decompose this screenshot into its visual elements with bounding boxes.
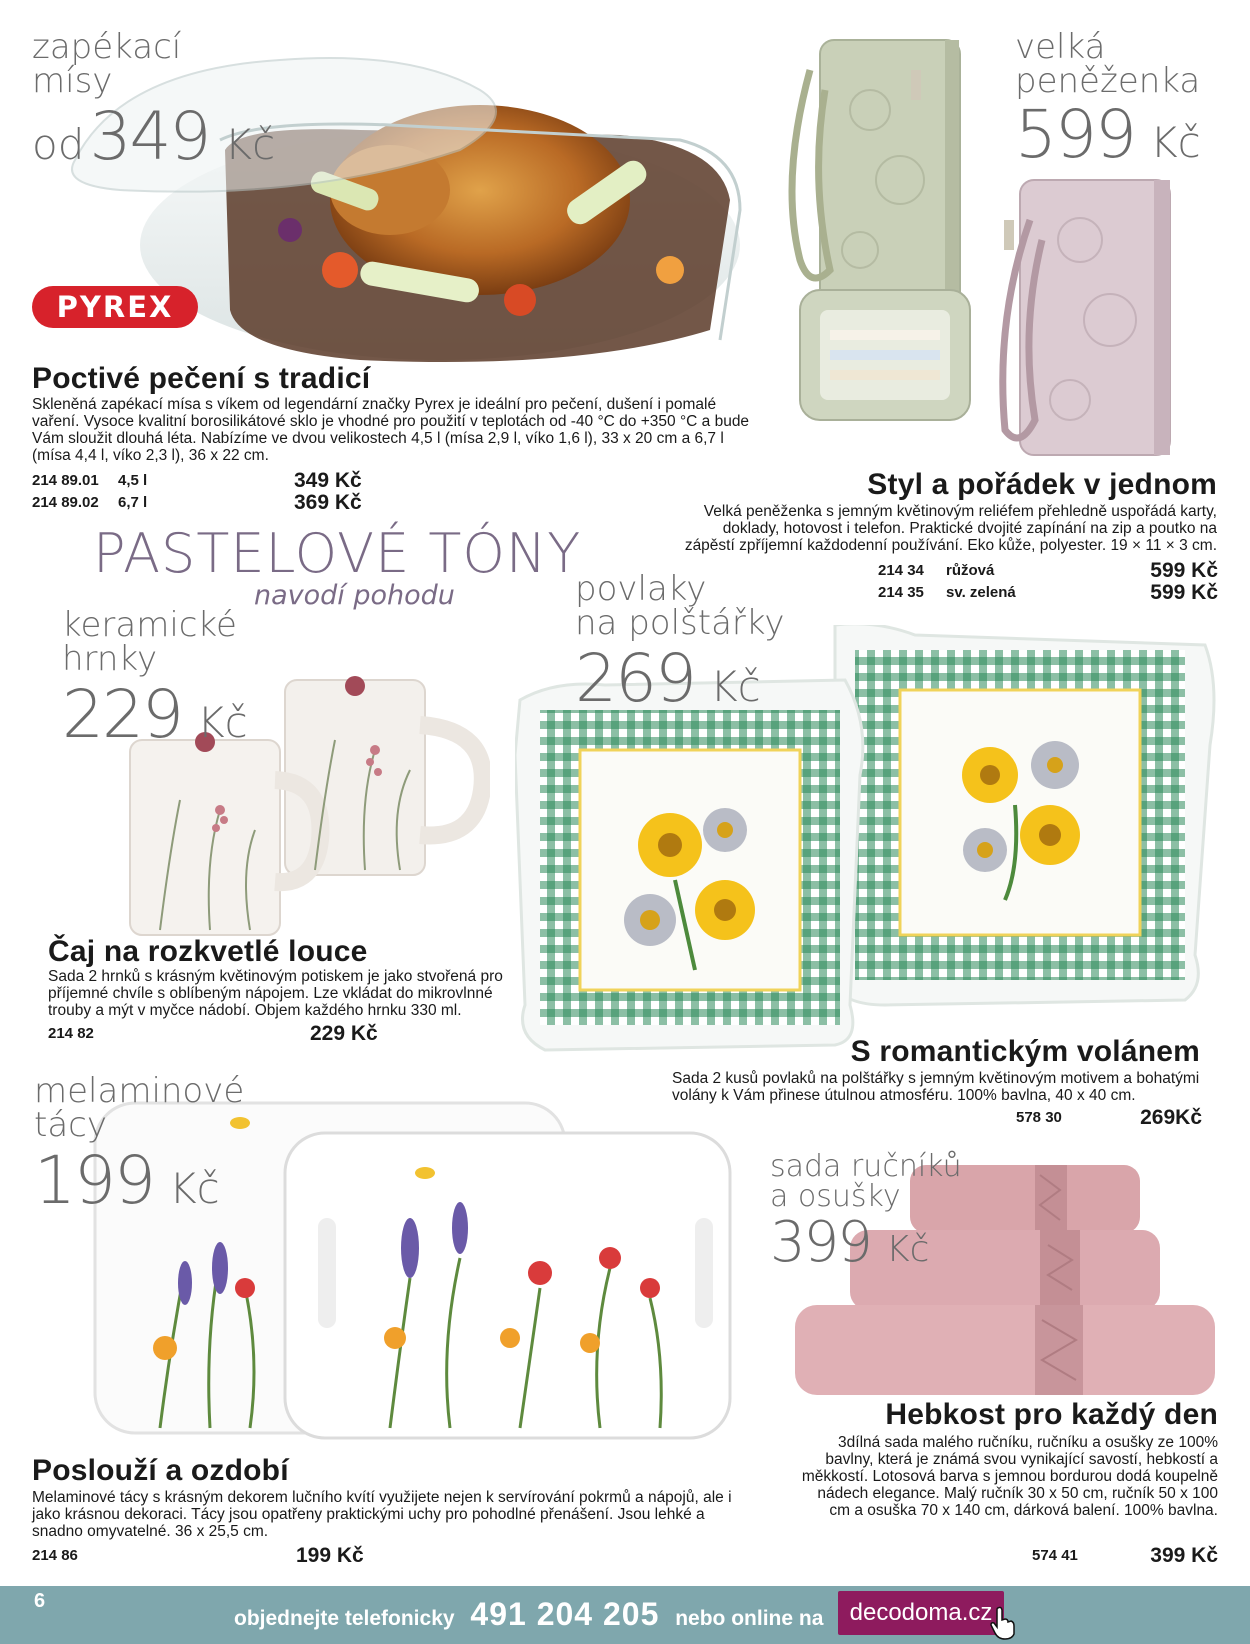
towels-big-price-value: 399	[770, 1210, 871, 1275]
wallet-kicker-2: peněženka	[1015, 61, 1201, 101]
pyrex-kicker-1: zapékací	[32, 27, 182, 67]
mugs-kicker-1: keramické	[62, 605, 237, 645]
section-title: PASTELOVÉ TÓNY	[93, 522, 582, 585]
order-text-2: nebo online na	[675, 1607, 824, 1630]
wallet-kicker-1: velká	[1015, 27, 1106, 67]
wallet-description: Velká peněženka s jemným květinovým reliéfem přehledně uspořádá karty, doklady, hotovost i telefon. Praktické dvojité zapínání na zip a poutko na zápěstí zpříjemní každodenní používání. Eko kůže, polyester. 19 × 11 × 3 cm.	[684, 503, 1217, 554]
trays-price-row	[32, 1544, 372, 1569]
pointer-hand-icon	[990, 1606, 1016, 1644]
mugs-big-price-value: 229	[62, 676, 182, 753]
pillows-description: Sada 2 kusů povlaků na polštářky s jemným květinovým motivem a bohatými volány k Vám přinese útulnou atmosféru. 100% bavlna, 40 x 40 cm.	[672, 1070, 1200, 1104]
pillows-big-price-currency: Kč	[710, 662, 761, 711]
section-subtitle: navodí pohodu	[254, 580, 455, 611]
mugs-description: Sada 2 hrnků s krásným květinovým potiskem je jako stvořená pro příjemné chvíle s oblíbeným nápojem. Lze vkládat do mikrovlnné trouby a mýt v myčce nádobí. Objem každého hrnku 330 ml.	[48, 968, 503, 1019]
towels-price-row	[1032, 1544, 1218, 1569]
towels-big-price	[770, 1210, 929, 1275]
mugs-price-row	[48, 1022, 388, 1047]
mugs-big-price-currency: Kč	[197, 698, 248, 747]
pyrex-logo: PYREX	[32, 286, 198, 328]
wallet-price-row	[878, 581, 1218, 606]
order-text-1: objednejte telefonicky	[234, 1607, 455, 1630]
pyrex-row-code: 214 89.02	[32, 494, 99, 511]
pillows-headline: S romantickým volánem	[850, 1035, 1200, 1068]
wallet-big-price-value: 599	[1015, 96, 1135, 173]
pillows-price-row	[1016, 1106, 1202, 1131]
pyrex-big-price	[32, 98, 275, 175]
pyrex-description: Skleněná zapékací mísa s víkem od legendární značky Pyrex je ideální pro pečení, dušení i pomalé vaření. Vysoce kvalitní borosilikátové sklo je vhodné pro použití v teplotách od -40 °C do +350 °C a bude Vám sloužit dlouhá léta. Nabízíme ve dvou velikostech 4,5 l (mísa 2,9 l, víko 1,6 l), 33 x 20 cm a 6,7 l (mísa 4,4 l, víko 2,3 l), 36 x 22 cm.	[32, 396, 750, 464]
pyrex-kicker-2: mísy	[32, 61, 113, 101]
pyrex-headline: Poctivé pečení s tradicí	[32, 362, 371, 395]
wallet-row-price: 599 Kč	[1150, 581, 1218, 604]
pyrex-from-label: od	[32, 120, 85, 169]
pyrex-row-code: 214 89.01	[32, 472, 99, 489]
trays-big-price-currency: Kč	[169, 1164, 220, 1213]
wallet-row-code: 214 35	[878, 584, 924, 601]
pyrex-row-price: 369 Kč	[294, 491, 362, 514]
mugs-headline: Čaj na rozkvetlé louce	[48, 935, 368, 968]
pyrex-row-size: 6,7 l	[118, 494, 148, 511]
pillows-big-price-value: 269	[575, 640, 695, 717]
site-link-button[interactable]: decodoma.cz	[838, 1591, 1004, 1635]
wallet-row-variant: růžová	[946, 562, 995, 579]
trays-price: 199 Kč	[296, 1544, 364, 1567]
pyrex-price-table	[32, 469, 372, 516]
mugs-kicker-2: hrnky	[62, 639, 158, 679]
trays-code: 214 86	[32, 1547, 78, 1564]
trays-description: Melaminové tácy s krásným dekorem lučního kvítí využijete nejen k servírování pokrmů a nápojů, ale i jako krásnou dekoraci. Tácy jsou opatřeny praktickými uchy pro pohodlné přenášení. Jsou lehké a snadno omyvatelné. 36 x 25,5 cm.	[32, 1489, 732, 1540]
mugs-code: 214 82	[48, 1025, 94, 1042]
order-phone[interactable]: 491 204 205	[470, 1596, 660, 1632]
wallet-row-price: 599 Kč	[1150, 559, 1218, 582]
trays-big-price	[34, 1142, 220, 1219]
trays-big-price-value: 199	[34, 1142, 154, 1219]
mugs-big-price	[62, 676, 248, 753]
pyrex-row-price: 349 Kč	[294, 469, 362, 492]
wallet-row-variant: sv. zelená	[946, 584, 1016, 601]
wallet-big-price-currency: Kč	[1150, 118, 1201, 167]
towels-kicker-1: sada ručníků	[770, 1149, 962, 1184]
pillows-kicker-2: na polštářky	[575, 603, 785, 643]
pillows-kicker-1: povlaky	[575, 569, 707, 609]
trays-headline: Poslouží a ozdobí	[32, 1454, 289, 1487]
towels-code: 574 41	[1032, 1547, 1078, 1564]
trays-kicker-1: melaminové	[34, 1071, 245, 1111]
wallet-price-table	[878, 559, 1218, 606]
pillows-price: 269Kč	[1140, 1106, 1202, 1129]
pillows-code: 578 30	[1016, 1109, 1062, 1126]
wallet-row-code: 214 34	[878, 562, 924, 579]
order-line	[234, 1596, 823, 1633]
trays-kicker-2: tácy	[34, 1105, 107, 1145]
pyrex-row-size: 4,5 l	[118, 472, 148, 489]
pyrex-big-price-currency: Kč	[224, 120, 276, 169]
wallet-headline: Styl a pořádek v jednom	[867, 468, 1217, 501]
pyrex-big-price-value: 349	[89, 98, 210, 175]
pillows-big-price	[575, 640, 761, 717]
page-number: 6	[34, 1590, 46, 1612]
mugs-price: 229 Kč	[310, 1022, 378, 1045]
towels-price: 399 Kč	[1150, 1544, 1218, 1567]
wallet-big-price	[1015, 96, 1201, 173]
towels-description: 3dílná sada malého ručníku, ručníku a osušky ze 100% bavlny, která je známá svou vynikající savostí, hebkostí a měkkostí. Lotosová barva s jemnou bordurou dodá koupelně nádech elegance. Malý ručník 30 x 50 cm, ručník 50 x 100 cm a osuška 70 x 140 cm, dárková balení. 100% bavlna.	[801, 1434, 1218, 1519]
towels-big-price-currency: Kč	[885, 1229, 930, 1270]
towels-kicker-2: a osušky	[770, 1179, 901, 1214]
pyrex-price-row	[32, 491, 372, 516]
towels-headline: Hebkost pro každý den	[885, 1398, 1218, 1431]
